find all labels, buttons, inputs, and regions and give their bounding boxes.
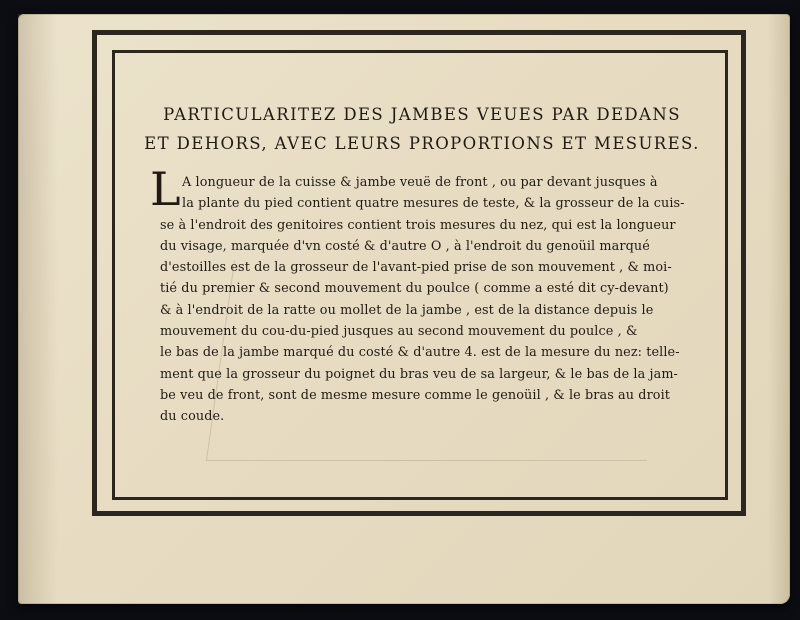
heading-line-2: ET DEHORS, AVEC LEURS PROPORTIONS ET MESURES.: [144, 134, 700, 153]
text-line: ment que la grosseur du poignet du bras veu de sa largeur, & le bas de la jam-: [160, 366, 678, 382]
page-curl: [18, 14, 58, 604]
text-line: du coude.: [160, 409, 225, 425]
page-heading: [132, 100, 712, 158]
text-line: la plante du pied contient quatre mesures de teste, & la grosseur de la cuis-: [182, 196, 685, 212]
text-line: A longueur de la cuisse & jambe veuë de front , ou par devant jusques à: [182, 175, 658, 190]
body-paragraph: [160, 172, 742, 428]
page-edge: [768, 14, 790, 604]
text-line: le bas de la jambe marqué du costé & d'autre 4. est de la mesure du nez: telle-: [160, 345, 680, 361]
text-line: du visage, marquée d'vn costé & d'autre O , à l'endroit du genoüil marqué: [160, 238, 650, 254]
drop-cap: L: [150, 162, 181, 216]
text-line: be veu de front, sont de mesme mesure comme le genoüil , & le bras au droit: [160, 387, 671, 403]
heading-line-1: PARTICULARITEZ DES JAMBES VEUES PAR DEDANS: [163, 105, 681, 124]
text-line: se à l'endroit des genitoires contient trois mesures du nez, qui est la longueur: [160, 217, 676, 233]
text-line: & à l'endroit de la ratte ou mollet de la jambe , est de la distance depuis le: [160, 302, 654, 318]
text-line: d'estoilles est de la grosseur de l'avant-pied prise de son mouvement , & moi-: [160, 260, 672, 276]
text-line: mouvement du cou-du-pied jusques au second mouvement du poulce , &: [160, 324, 638, 340]
text-line: tié du premier & second mouvement du poulce ( comme a esté dit cy-devant): [160, 281, 669, 297]
